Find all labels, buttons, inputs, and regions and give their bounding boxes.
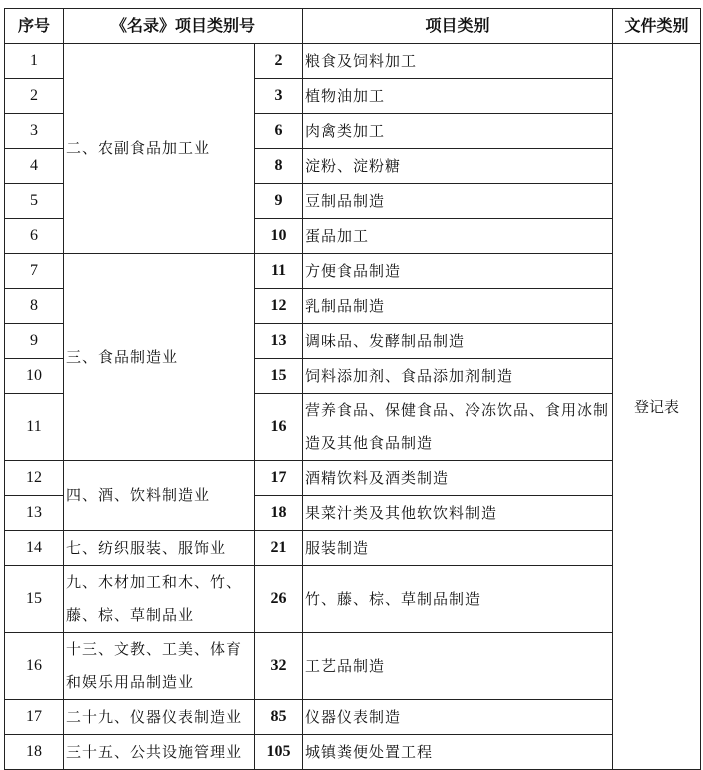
table-row bbox=[5, 461, 701, 496]
project-cell: 蛋品加工 bbox=[303, 219, 613, 254]
seq-cell: 18 bbox=[5, 735, 64, 770]
code-cell: 21 bbox=[255, 531, 303, 566]
code-cell: 85 bbox=[255, 700, 303, 735]
seq-cell: 12 bbox=[5, 461, 64, 496]
project-cell: 果菜汁类及其他软饮料制造 bbox=[303, 496, 613, 531]
project-cell: 工艺品制造 bbox=[303, 633, 613, 700]
seq-cell: 2 bbox=[5, 79, 64, 114]
industry-category-cell: 七、纺织服装、服饰业 bbox=[64, 531, 255, 566]
project-cell: 城镇粪便处置工程 bbox=[303, 735, 613, 770]
seq-cell: 6 bbox=[5, 219, 64, 254]
code-cell: 3 bbox=[255, 79, 303, 114]
seq-cell: 17 bbox=[5, 700, 64, 735]
project-cell: 酒精饮料及酒类制造 bbox=[303, 461, 613, 496]
project-cell: 饲料添加剂、食品添加剂制造 bbox=[303, 359, 613, 394]
seq-cell: 5 bbox=[5, 184, 64, 219]
seq-cell: 4 bbox=[5, 149, 64, 184]
table-row bbox=[5, 254, 701, 289]
industry-category-cell: 二十九、仪器仪表制造业 bbox=[64, 700, 255, 735]
table-row bbox=[5, 531, 701, 566]
project-cell: 竹、藤、棕、草制品制造 bbox=[303, 566, 613, 633]
project-cell: 调味品、发酵制品制造 bbox=[303, 324, 613, 359]
code-cell: 17 bbox=[255, 461, 303, 496]
seq-cell: 1 bbox=[5, 44, 64, 79]
seq-cell: 10 bbox=[5, 359, 64, 394]
header-category-no: 《名录》项目类别号 bbox=[64, 9, 303, 44]
table-row bbox=[5, 566, 701, 633]
industry-category-cell: 三十五、公共设施管理业 bbox=[64, 735, 255, 770]
seq-cell: 15 bbox=[5, 566, 64, 633]
code-cell: 32 bbox=[255, 633, 303, 700]
header-project-category: 项目类别 bbox=[303, 9, 613, 44]
header-row bbox=[5, 9, 701, 44]
project-cell: 仪器仪表制造 bbox=[303, 700, 613, 735]
project-cell: 淀粉、淀粉糖 bbox=[303, 149, 613, 184]
header-file-type: 文件类别 bbox=[613, 9, 701, 44]
code-cell: 18 bbox=[255, 496, 303, 531]
code-cell: 26 bbox=[255, 566, 303, 633]
seq-cell: 9 bbox=[5, 324, 64, 359]
table-row bbox=[5, 735, 701, 770]
seq-cell: 13 bbox=[5, 496, 64, 531]
table-row bbox=[5, 44, 701, 79]
table-row bbox=[5, 700, 701, 735]
industry-category-cell: 十三、文教、工美、体育和娱乐用品制造业 bbox=[64, 633, 255, 700]
category-table bbox=[4, 8, 701, 770]
code-cell: 9 bbox=[255, 184, 303, 219]
code-cell: 16 bbox=[255, 394, 303, 461]
code-cell: 10 bbox=[255, 219, 303, 254]
code-cell: 105 bbox=[255, 735, 303, 770]
project-cell: 服装制造 bbox=[303, 531, 613, 566]
seq-cell: 14 bbox=[5, 531, 64, 566]
seq-cell: 8 bbox=[5, 289, 64, 324]
code-cell: 11 bbox=[255, 254, 303, 289]
seq-cell: 16 bbox=[5, 633, 64, 700]
code-cell: 15 bbox=[255, 359, 303, 394]
code-cell: 8 bbox=[255, 149, 303, 184]
project-cell: 豆制品制造 bbox=[303, 184, 613, 219]
industry-category-cell: 九、木材加工和木、竹、藤、棕、草制品业 bbox=[64, 566, 255, 633]
code-cell: 12 bbox=[255, 289, 303, 324]
seq-cell: 11 bbox=[5, 394, 64, 461]
code-cell: 13 bbox=[255, 324, 303, 359]
industry-category-cell: 三、食品制造业 bbox=[64, 254, 255, 461]
code-cell: 2 bbox=[255, 44, 303, 79]
header-seq: 序号 bbox=[5, 9, 64, 44]
project-cell: 营养食品、保健食品、冷冻饮品、食用冰制造及其他食品制造 bbox=[303, 394, 613, 461]
industry-category-cell: 四、酒、饮料制造业 bbox=[64, 461, 255, 531]
project-cell: 乳制品制造 bbox=[303, 289, 613, 324]
project-cell: 方便食品制造 bbox=[303, 254, 613, 289]
seq-cell: 3 bbox=[5, 114, 64, 149]
project-cell: 粮食及饲料加工 bbox=[303, 44, 613, 79]
file-type-cell: 登记表 bbox=[613, 44, 701, 770]
seq-cell: 7 bbox=[5, 254, 64, 289]
industry-category-cell: 二、农副食品加工业 bbox=[64, 44, 255, 254]
project-cell: 植物油加工 bbox=[303, 79, 613, 114]
code-cell: 6 bbox=[255, 114, 303, 149]
project-cell: 肉禽类加工 bbox=[303, 114, 613, 149]
table-row bbox=[5, 633, 701, 700]
